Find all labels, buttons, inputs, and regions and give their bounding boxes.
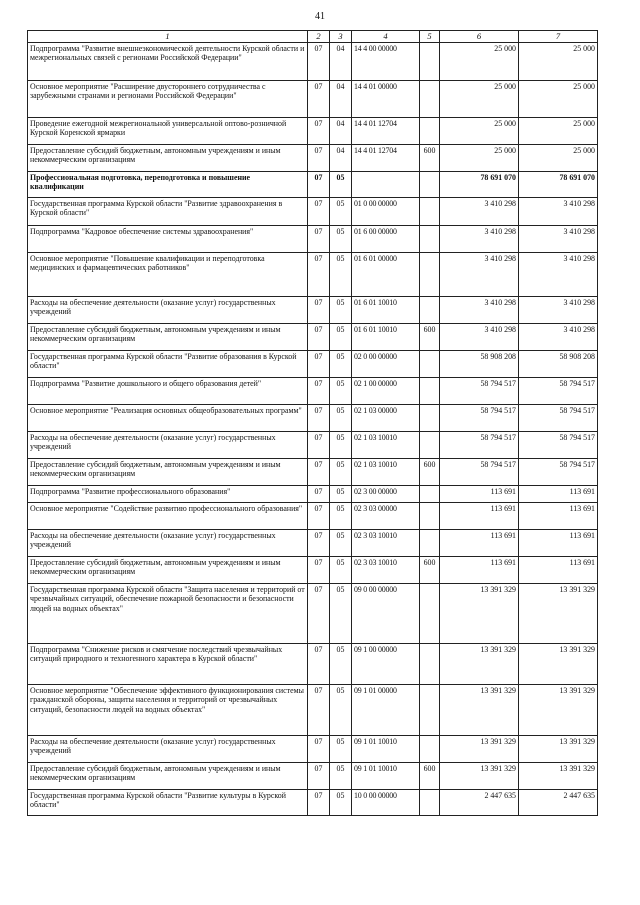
amount-cell: 13 391 329 — [440, 584, 519, 644]
amount-cell: 13 391 329 — [519, 736, 598, 763]
subsection-code-cell: 05 — [330, 557, 352, 584]
amount-cell: 58 908 208 — [440, 351, 519, 378]
section-code-cell: 07 — [308, 43, 330, 81]
target-item-code-cell: 10 0 00 00000 — [352, 790, 420, 816]
target-item-code-cell: 02 0 00 00000 — [352, 351, 420, 378]
row-name-cell: Расходы на обеспечение деятельности (оказание услуг) государственных учреждений — [28, 297, 308, 324]
subsection-code-cell: 05 — [330, 790, 352, 816]
section-code-cell: 07 — [308, 145, 330, 172]
subsection-code-cell: 05 — [330, 685, 352, 736]
row-name-cell: Основное мероприятие "Расширение двустороннего сотрудничества с зарубежными странами и регионами Российской Федерации" — [28, 81, 308, 118]
subsection-code-cell: 05 — [330, 503, 352, 530]
table-row — [28, 405, 598, 432]
expense-type-cell: 600 — [420, 557, 440, 584]
target-item-code-cell: 09 1 01 00000 — [352, 685, 420, 736]
amount-cell: 25 000 — [440, 81, 519, 118]
subsection-code-cell: 05 — [330, 324, 352, 351]
target-item-code-cell: 09 1 01 10010 — [352, 736, 420, 763]
expense-type-cell — [420, 198, 440, 226]
section-code-cell: 07 — [308, 198, 330, 226]
section-code-cell: 07 — [308, 557, 330, 584]
section-code-cell: 07 — [308, 226, 330, 253]
amount-cell: 113 691 — [440, 557, 519, 584]
amount-cell: 25 000 — [519, 145, 598, 172]
subsection-code-cell: 05 — [330, 584, 352, 644]
subsection-code-cell: 05 — [330, 486, 352, 503]
row-name-cell: Государственная программа Курской области "Развитие образования в Курской области" — [28, 351, 308, 378]
subsection-code-cell: 05 — [330, 297, 352, 324]
row-name-cell: Расходы на обеспечение деятельности (оказание услуг) государственных учреждений — [28, 432, 308, 459]
column-header: 6 — [440, 31, 519, 43]
table-row — [28, 43, 598, 81]
amount-cell: 58 794 517 — [519, 459, 598, 486]
target-item-code-cell: 02 1 03 00000 — [352, 405, 420, 432]
column-header: 4 — [352, 31, 420, 43]
subsection-code-cell: 05 — [330, 736, 352, 763]
subsection-code-cell: 05 — [330, 172, 352, 198]
amount-cell: 2 447 635 — [519, 790, 598, 816]
table-header-row — [28, 31, 598, 43]
amount-cell: 3 410 298 — [440, 226, 519, 253]
subsection-code-cell: 04 — [330, 81, 352, 118]
amount-cell: 3 410 298 — [519, 324, 598, 351]
amount-cell: 58 794 517 — [440, 405, 519, 432]
expense-type-cell — [420, 118, 440, 145]
subsection-code-cell: 05 — [330, 459, 352, 486]
amount-cell: 13 391 329 — [440, 736, 519, 763]
section-code-cell: 07 — [308, 644, 330, 685]
table-row — [28, 736, 598, 763]
amount-cell: 78 691 070 — [519, 172, 598, 198]
row-name-cell: Предоставление субсидий бюджетным, автономным учреждениям и иным некоммерческим организациям — [28, 557, 308, 584]
target-item-code-cell: 01 6 01 00000 — [352, 253, 420, 297]
column-header: 1 — [28, 31, 308, 43]
section-code-cell: 07 — [308, 405, 330, 432]
subsection-code-cell: 05 — [330, 253, 352, 297]
row-name-cell: Подпрограмма "Кадровое обеспечение системы здравоохранения" — [28, 226, 308, 253]
target-item-code-cell: 01 6 01 10010 — [352, 297, 420, 324]
table-row — [28, 486, 598, 503]
table-row — [28, 557, 598, 584]
expense-type-cell: 600 — [420, 763, 440, 790]
subsection-code-cell: 04 — [330, 118, 352, 145]
amount-cell: 25 000 — [519, 118, 598, 145]
row-name-cell: Расходы на обеспечение деятельности (оказание услуг) государственных учреждений — [28, 530, 308, 557]
amount-cell: 13 391 329 — [519, 644, 598, 685]
subsection-code-cell: 05 — [330, 530, 352, 557]
subsection-code-cell: 05 — [330, 644, 352, 685]
row-name-cell: Основное мероприятие "Обеспечение эффективного функционирования системы гражданской обороны, защиты населения и территорий от чрезвычайных ситуаций, безопасности людей на водных объектах" — [28, 685, 308, 736]
row-name-cell: Проведение ежегодной межрегиональной универсальной оптово-розничной Курской Коренской ярмарки — [28, 118, 308, 145]
amount-cell: 113 691 — [519, 503, 598, 530]
row-name-cell: Основное мероприятие "Содействие развитию профессионального образования" — [28, 503, 308, 530]
section-code-cell: 07 — [308, 297, 330, 324]
expense-type-cell — [420, 584, 440, 644]
amount-cell: 58 794 517 — [519, 378, 598, 405]
target-item-code-cell: 02 3 03 10010 — [352, 530, 420, 557]
table-row — [28, 432, 598, 459]
section-code-cell: 07 — [308, 81, 330, 118]
expense-type-cell — [420, 172, 440, 198]
amount-cell: 13 391 329 — [440, 763, 519, 790]
row-name-cell: Подпрограмма "Снижение рисков и смягчение последствий чрезвычайных ситуаций природного и техногенного характера в Курской области" — [28, 644, 308, 685]
amount-cell: 13 391 329 — [440, 685, 519, 736]
section-code-cell: 07 — [308, 790, 330, 816]
target-item-code-cell — [352, 172, 420, 198]
expense-type-cell — [420, 226, 440, 253]
amount-cell: 58 794 517 — [519, 405, 598, 432]
table-row — [28, 530, 598, 557]
expense-type-cell: 600 — [420, 324, 440, 351]
target-item-code-cell: 14 4 01 12704 — [352, 118, 420, 145]
row-name-cell: Расходы на обеспечение деятельности (оказание услуг) государственных учреждений — [28, 736, 308, 763]
row-name-cell: Предоставление субсидий бюджетным, автономным учреждениям и иным некоммерческим организациям — [28, 763, 308, 790]
table-row — [28, 459, 598, 486]
row-name-cell: Подпрограмма "Развитие внешнеэкономической деятельности Курской области и межрегиональных связей с регионами Российской Федерации" — [28, 43, 308, 81]
section-code-cell: 07 — [308, 172, 330, 198]
table-row — [28, 378, 598, 405]
amount-cell: 3 410 298 — [519, 226, 598, 253]
section-code-cell: 07 — [308, 432, 330, 459]
amount-cell: 3 410 298 — [440, 297, 519, 324]
amount-cell: 58 908 208 — [519, 351, 598, 378]
amount-cell: 3 410 298 — [440, 324, 519, 351]
amount-cell: 3 410 298 — [440, 198, 519, 226]
row-name-cell: Профессиональная подготовка, переподготовка и повышение квалификации — [28, 172, 308, 198]
amount-cell: 13 391 329 — [519, 685, 598, 736]
subsection-code-cell: 05 — [330, 378, 352, 405]
section-code-cell: 07 — [308, 486, 330, 503]
table-row — [28, 198, 598, 226]
table-row — [28, 172, 598, 198]
amount-cell: 3 410 298 — [440, 253, 519, 297]
row-name-cell: Государственная программа Курской области "Развитие культуры в Курской области" — [28, 790, 308, 816]
expense-type-cell — [420, 378, 440, 405]
subsection-code-cell: 05 — [330, 405, 352, 432]
amount-cell: 78 691 070 — [440, 172, 519, 198]
amount-cell: 3 410 298 — [519, 253, 598, 297]
amount-cell: 113 691 — [519, 557, 598, 584]
amount-cell: 58 794 517 — [440, 459, 519, 486]
expense-type-cell: 600 — [420, 459, 440, 486]
amount-cell: 113 691 — [440, 530, 519, 557]
section-code-cell: 07 — [308, 351, 330, 378]
target-item-code-cell: 14 4 01 00000 — [352, 81, 420, 118]
amount-cell: 13 391 329 — [519, 763, 598, 790]
row-name-cell: Основное мероприятие "Реализация основных общеобразовательных программ" — [28, 405, 308, 432]
page-number: 41 — [315, 11, 325, 22]
expense-type-cell: 600 — [420, 145, 440, 172]
table-row — [28, 145, 598, 172]
row-name-cell: Основное мероприятие "Повышение квалификации и переподготовка медицинских и фармацевтических работников" — [28, 253, 308, 297]
amount-cell: 25 000 — [440, 118, 519, 145]
expense-type-cell — [420, 43, 440, 81]
section-code-cell: 07 — [308, 253, 330, 297]
section-code-cell: 07 — [308, 324, 330, 351]
table-row — [28, 324, 598, 351]
section-code-cell: 07 — [308, 503, 330, 530]
target-item-code-cell: 02 1 03 10010 — [352, 432, 420, 459]
table-row — [28, 226, 598, 253]
amount-cell: 13 391 329 — [440, 644, 519, 685]
budget-table — [27, 30, 598, 816]
amount-cell: 3 410 298 — [519, 297, 598, 324]
row-name-cell: Предоставление субсидий бюджетным, автономным учреждениям и иным некоммерческим организациям — [28, 459, 308, 486]
column-header: 7 — [519, 31, 598, 43]
table-row — [28, 118, 598, 145]
expense-type-cell — [420, 736, 440, 763]
target-item-code-cell: 09 1 01 10010 — [352, 763, 420, 790]
table-row — [28, 644, 598, 685]
row-name-cell: Подпрограмма "Развитие профессионального образования" — [28, 486, 308, 503]
amount-cell: 58 794 517 — [440, 378, 519, 405]
row-name-cell: Предоставление субсидий бюджетным, автономным учреждениям и иным некоммерческим организациям — [28, 145, 308, 172]
expense-type-cell — [420, 351, 440, 378]
expense-type-cell — [420, 432, 440, 459]
expense-type-cell — [420, 503, 440, 530]
expense-type-cell — [420, 685, 440, 736]
target-item-code-cell: 01 0 00 00000 — [352, 198, 420, 226]
table-row — [28, 685, 598, 736]
expense-type-cell — [420, 790, 440, 816]
subsection-code-cell: 05 — [330, 432, 352, 459]
subsection-code-cell: 04 — [330, 43, 352, 81]
section-code-cell: 07 — [308, 584, 330, 644]
amount-cell: 2 447 635 — [440, 790, 519, 816]
subsection-code-cell: 04 — [330, 145, 352, 172]
subsection-code-cell: 05 — [330, 198, 352, 226]
target-item-code-cell: 02 1 03 10010 — [352, 459, 420, 486]
row-name-cell: Подпрограмма "Развитие дошкольного и общего образования детей" — [28, 378, 308, 405]
amount-cell: 58 794 517 — [440, 432, 519, 459]
table-row — [28, 351, 598, 378]
section-code-cell: 07 — [308, 763, 330, 790]
column-header: 3 — [330, 31, 352, 43]
table-row — [28, 81, 598, 118]
target-item-code-cell: 02 3 03 10010 — [352, 557, 420, 584]
amount-cell: 58 794 517 — [519, 432, 598, 459]
subsection-code-cell: 05 — [330, 763, 352, 790]
section-code-cell: 07 — [308, 118, 330, 145]
target-item-code-cell: 14 4 01 12704 — [352, 145, 420, 172]
row-name-cell: Государственная программа Курской области "Защита населения и территорий от чрезвычайных ситуаций, обеспечение пожарной безопасности и безопасности людей на водных объектах" — [28, 584, 308, 644]
amount-cell: 3 410 298 — [519, 198, 598, 226]
column-header: 2 — [308, 31, 330, 43]
row-name-cell: Предоставление субсидий бюджетным, автономным учреждениям и иным некоммерческим организациям — [28, 324, 308, 351]
amount-cell: 13 391 329 — [519, 584, 598, 644]
amount-cell: 25 000 — [440, 43, 519, 81]
target-item-code-cell: 02 1 00 00000 — [352, 378, 420, 405]
table-row — [28, 503, 598, 530]
amount-cell: 25 000 — [519, 43, 598, 81]
amount-cell: 113 691 — [519, 486, 598, 503]
expense-type-cell — [420, 81, 440, 118]
expense-type-cell — [420, 644, 440, 685]
target-item-code-cell: 02 3 00 00000 — [352, 486, 420, 503]
expense-type-cell — [420, 405, 440, 432]
target-item-code-cell: 01 6 00 00000 — [352, 226, 420, 253]
target-item-code-cell: 01 6 01 10010 — [352, 324, 420, 351]
amount-cell: 113 691 — [519, 530, 598, 557]
amount-cell: 25 000 — [519, 81, 598, 118]
row-name-cell: Государственная программа Курской области "Развитие здравоохранения в Курской области" — [28, 198, 308, 226]
amount-cell: 25 000 — [440, 145, 519, 172]
table-row — [28, 763, 598, 790]
target-item-code-cell: 14 4 00 00000 — [352, 43, 420, 81]
table-row — [28, 790, 598, 816]
section-code-cell: 07 — [308, 685, 330, 736]
subsection-code-cell: 05 — [330, 351, 352, 378]
target-item-code-cell: 02 3 03 00000 — [352, 503, 420, 530]
section-code-cell: 07 — [308, 736, 330, 763]
amount-cell: 113 691 — [440, 486, 519, 503]
target-item-code-cell: 09 0 00 00000 — [352, 584, 420, 644]
target-item-code-cell: 09 1 00 00000 — [352, 644, 420, 685]
table-body — [28, 43, 598, 816]
expense-type-cell — [420, 253, 440, 297]
table-row — [28, 253, 598, 297]
expense-type-cell — [420, 297, 440, 324]
table-row — [28, 584, 598, 644]
expense-type-cell — [420, 530, 440, 557]
table-row — [28, 297, 598, 324]
expense-type-cell — [420, 486, 440, 503]
section-code-cell: 07 — [308, 459, 330, 486]
section-code-cell: 07 — [308, 530, 330, 557]
subsection-code-cell: 05 — [330, 226, 352, 253]
amount-cell: 113 691 — [440, 503, 519, 530]
section-code-cell: 07 — [308, 378, 330, 405]
column-header: 5 — [420, 31, 440, 43]
